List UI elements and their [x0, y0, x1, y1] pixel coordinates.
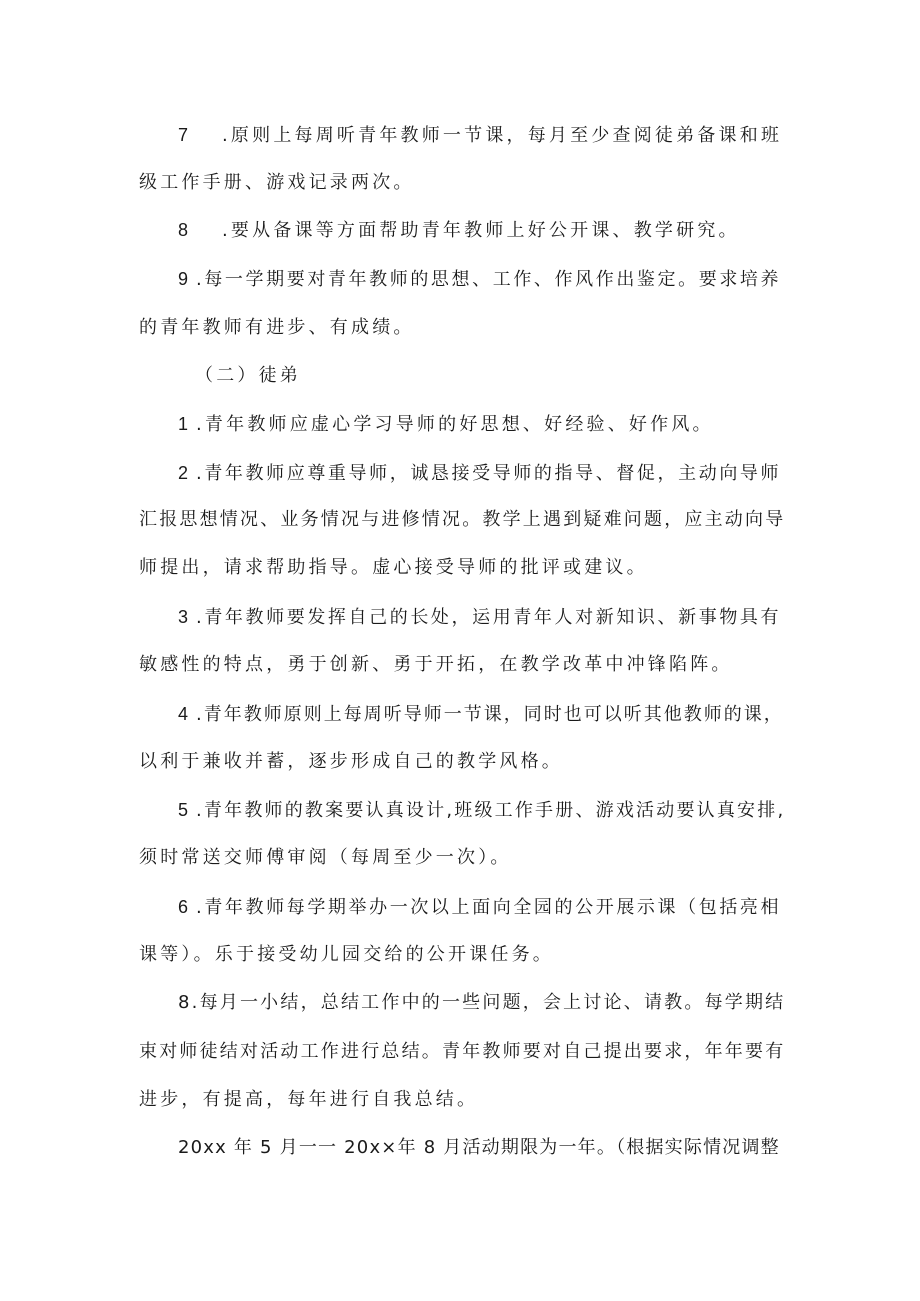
item-apprentice-6-line1: [178, 895, 781, 920]
item-mentor-7-line2: [139, 171, 415, 195]
paragraph-text: 20xx 年 5 月一一 20x×年 8 月活动期限为一年。（根据实际情况调整: [178, 1137, 780, 1158]
item-apprentice-5-line1: [178, 798, 785, 823]
item-number: 2: [178, 463, 189, 483]
paragraph-text: 束对师徒结对活动工作进行总结。青年教师要对自己提出要求，年年要有: [139, 1041, 786, 1062]
item-summary-line3: [139, 1088, 478, 1112]
item-summary-line1: [178, 991, 785, 1015]
paragraph-text: .青年教师应虚心学习导师的好思想、好经验、好作风。: [196, 414, 714, 435]
paragraph-text: 级工作手册、游戏记录两次。: [139, 172, 415, 193]
section-heading: （二）徒弟: [195, 365, 301, 386]
item-apprentice-2-line3: [139, 556, 648, 580]
section-heading-apprentice: [195, 364, 301, 388]
item-number: 6: [178, 897, 189, 917]
item-number: 7: [178, 125, 189, 145]
item-mentor-8: [178, 218, 740, 243]
item-apprentice-2-line2: [139, 508, 785, 532]
paragraph-text: .原则上每周听青年教师一节课，每月至少查阅徒弟备课和班: [222, 125, 783, 146]
paragraph-text: .青年教师应尊重导师，诚恳接受导师的指导、督促，主动向导师: [196, 463, 782, 484]
item-apprentice-5-line2: [139, 846, 512, 870]
item-apprentice-2-line1: [178, 461, 781, 486]
activity-period-line: [178, 1136, 780, 1160]
paragraph-text: 师提出，请求帮助指导。虚心接受导师的批评或建议。: [139, 557, 648, 578]
item-apprentice-4-line1: [178, 702, 784, 727]
item-number: 4: [178, 704, 189, 724]
item-number: 5: [178, 800, 189, 820]
item-mentor-9-line2: [139, 316, 415, 340]
paragraph-text: 汇报思想情况、业务情况与进修情况。教学上遇到疑难问题，应主动向导: [139, 509, 786, 530]
item-number: 8: [178, 220, 189, 240]
item-number: 1: [178, 414, 189, 434]
paragraph-text: .青年教师每学期举办一次以上面向全园的公开展示课（包括亮相: [196, 897, 782, 918]
item-apprentice-4-line2: [139, 750, 563, 774]
item-number: 9: [178, 269, 189, 289]
paragraph-text: 课等）。乐于接受幼儿园交给的公开课任务。: [139, 944, 554, 965]
paragraph-text: 8.每月一小结，总结工作中的一些问题，会上讨论、请教。每学期结: [178, 992, 786, 1013]
item-apprentice-6-line2: [139, 943, 554, 967]
item-number: 3: [178, 607, 189, 627]
item-mentor-9-line1: [178, 267, 781, 292]
item-apprentice-3-line1: [178, 605, 781, 630]
item-apprentice-3-line2: [139, 653, 733, 677]
paragraph-text: 的青年教师有进步、有成绩。: [139, 317, 415, 338]
paragraph-text: .青年教师的教案要认真设计,班级工作手册、游戏活动要认真安排,: [196, 800, 786, 821]
item-summary-line2: [139, 1040, 785, 1064]
paragraph-text: .青年教师要发挥自己的长处，运用青年人对新知识、新事物具有: [196, 607, 782, 628]
paragraph-text: .要从备课等方面帮助青年教师上好公开课、教学研究。: [222, 220, 740, 241]
paragraph-text: 进步，有提高，每年进行自我总结。: [139, 1089, 479, 1110]
paragraph-text: .青年教师原则上每周听导师一节课，同时也可以听其他教师的课，: [196, 704, 784, 725]
paragraph-text: 敏感性的特点，勇于创新、勇于开拓，在教学改革中冲锋陷阵。: [139, 654, 733, 675]
paragraph-text: 须时常送交师傅审阅（每周至少一次）。: [139, 847, 512, 868]
paragraph-text: 以利于兼收并蓄，逐步形成自己的教学风格。: [139, 751, 563, 772]
item-apprentice-1: [178, 412, 714, 437]
item-mentor-7-line1: [178, 123, 782, 148]
paragraph-text: .每一学期要对青年教师的思想、工作、作风作出鉴定。要求培养: [196, 269, 782, 290]
